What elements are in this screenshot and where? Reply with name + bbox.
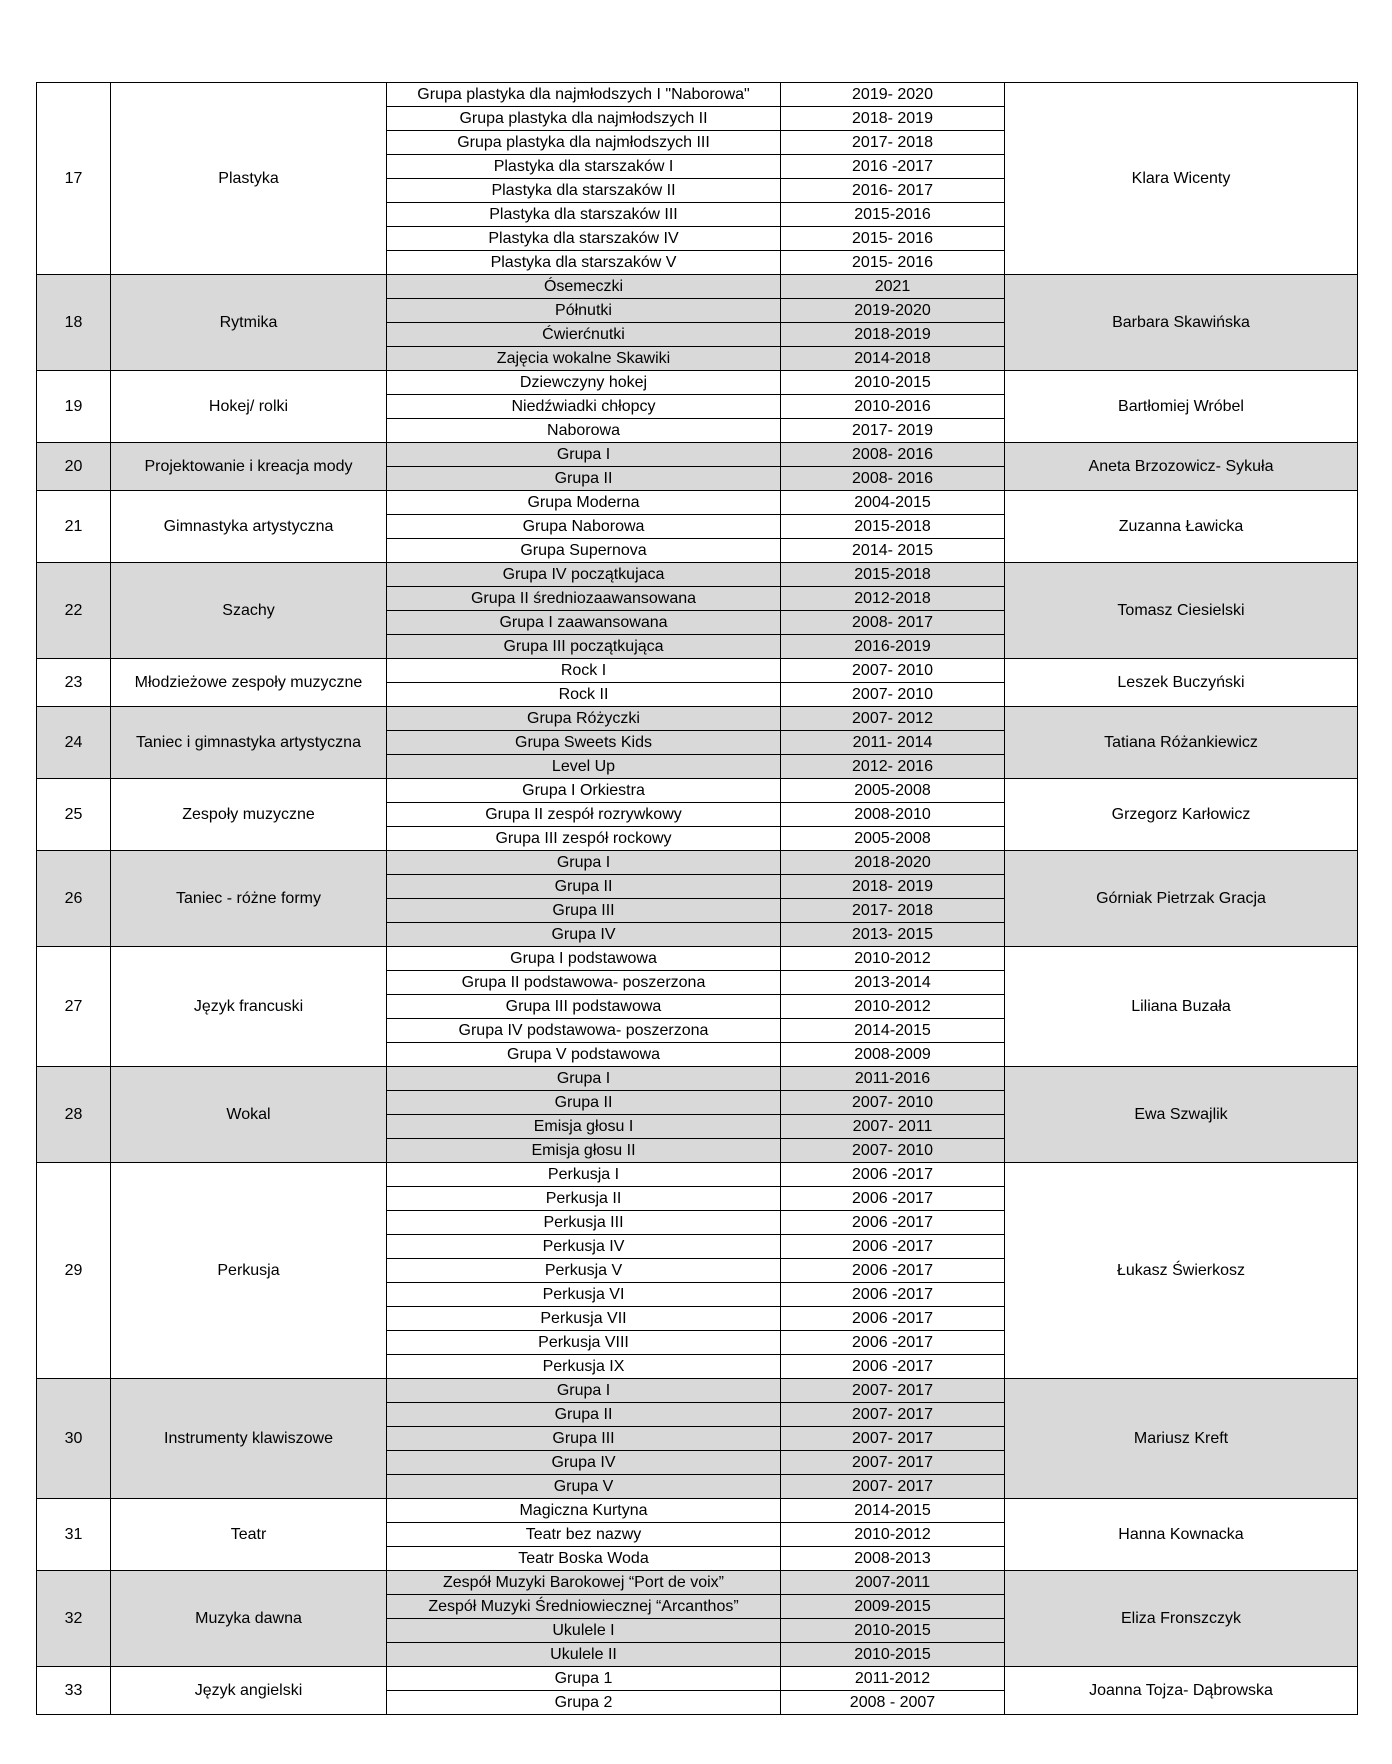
group-years-cell: 2015-2018 [781,515,1005,539]
group-name-cell: Grupa V [387,1475,781,1499]
group-years-cell: 2013-2014 [781,971,1005,995]
group-years-cell: 2014- 2015 [781,539,1005,563]
group-name-cell: Perkusja VII [387,1307,781,1331]
table-row [37,707,1358,731]
row-number-cell: 19 [37,371,111,443]
group-years-cell: 2008- 2016 [781,443,1005,467]
group-name-cell: Perkusja VIII [387,1331,781,1355]
group-years-cell: 2007- 2012 [781,707,1005,731]
subject-cell: Gimnastyka artystyczna [111,491,387,563]
group-years-cell: 2011- 2014 [781,731,1005,755]
row-number-cell: 24 [37,707,111,779]
group-years-cell: 2006 -2017 [781,1187,1005,1211]
group-name-cell: Level Up [387,755,781,779]
group-years-cell: 2021 [781,275,1005,299]
group-years-cell: 2010-2012 [781,995,1005,1019]
group-name-cell: Perkusja I [387,1163,781,1187]
group-name-cell: Grupa I [387,851,781,875]
group-name-cell: Grupa I zaawansowana [387,611,781,635]
table-row [37,659,1358,683]
subject-cell: Język francuski [111,947,387,1067]
table-row [37,443,1358,467]
group-name-cell: Perkusja V [387,1259,781,1283]
group-years-cell: 2019- 2020 [781,83,1005,107]
group-years-cell: 2015-2018 [781,563,1005,587]
row-number-cell: 31 [37,1499,111,1571]
teacher-cell: Klara Wicenty [1005,83,1358,275]
group-years-cell: 2011-2012 [781,1667,1005,1691]
group-years-cell: 2016- 2017 [781,179,1005,203]
table-row [37,371,1358,395]
group-name-cell: Plastyka dla starszaków III [387,203,781,227]
group-years-cell: 2017- 2018 [781,899,1005,923]
subject-cell: Rytmika [111,275,387,371]
subject-cell: Młodzieżowe zespoły muzyczne [111,659,387,707]
group-name-cell: Grupa I podstawowa [387,947,781,971]
row-number-cell: 18 [37,275,111,371]
table-row [37,275,1358,299]
group-name-cell: Grupa III [387,1427,781,1451]
group-name-cell: Plastyka dla starszaków V [387,251,781,275]
group-name-cell: Grupa I [387,1379,781,1403]
group-name-cell: Ósemeczki [387,275,781,299]
group-name-cell: Zajęcia wokalne Skawiki [387,347,781,371]
group-name-cell: Rock I [387,659,781,683]
teacher-cell: Liliana Buzała [1005,947,1358,1067]
group-years-cell: 2017- 2019 [781,419,1005,443]
group-years-cell: 2010-2015 [781,371,1005,395]
row-number-cell: 28 [37,1067,111,1163]
subject-cell: Instrumenty klawiszowe [111,1379,387,1499]
group-name-cell: Grupa II podstawowa- poszerzona [387,971,781,995]
group-years-cell: 2014-2018 [781,347,1005,371]
subject-cell: Język angielski [111,1667,387,1715]
group-years-cell: 2018-2020 [781,851,1005,875]
group-name-cell: Grupa II [387,1403,781,1427]
group-years-cell: 2006 -2017 [781,1259,1005,1283]
group-name-cell: Teatr bez nazwy [387,1523,781,1547]
group-years-cell: 2006 -2017 [781,1307,1005,1331]
table-row [37,491,1358,515]
group-years-cell: 2010-2015 [781,1619,1005,1643]
group-name-cell: Perkusja IX [387,1355,781,1379]
group-name-cell: Grupa Różyczki [387,707,781,731]
group-name-cell: Emisja głosu II [387,1139,781,1163]
group-years-cell: 2012- 2016 [781,755,1005,779]
teacher-cell: Leszek Buczyński [1005,659,1358,707]
group-name-cell: Grupa IV [387,1451,781,1475]
group-years-cell: 2007- 2010 [781,1139,1005,1163]
group-years-cell: 2007- 2017 [781,1427,1005,1451]
group-years-cell: 2018- 2019 [781,107,1005,131]
group-name-cell: Ćwierćnutki [387,323,781,347]
subject-cell: Muzyka dawna [111,1571,387,1667]
group-years-cell: 2016-2019 [781,635,1005,659]
row-number-cell: 23 [37,659,111,707]
group-name-cell: Grupa Sweets Kids [387,731,781,755]
group-years-cell: 2007-2011 [781,1571,1005,1595]
row-number-cell: 29 [37,1163,111,1379]
teacher-cell: Tatiana Różankiewicz [1005,707,1358,779]
group-name-cell: Grupa II [387,467,781,491]
group-years-cell: 2004-2015 [781,491,1005,515]
group-years-cell: 2015-2016 [781,203,1005,227]
teacher-cell: Mariusz Kreft [1005,1379,1358,1499]
group-years-cell: 2008-2010 [781,803,1005,827]
group-name-cell: Teatr Boska Woda [387,1547,781,1571]
group-years-cell: 2008 - 2007 [781,1691,1005,1715]
teacher-cell: Aneta Brzozowicz- Sykuła [1005,443,1358,491]
group-name-cell: Półnutki [387,299,781,323]
row-number-cell: 21 [37,491,111,563]
group-years-cell: 2006 -2017 [781,1211,1005,1235]
group-years-cell: 2007- 2017 [781,1475,1005,1499]
group-years-cell: 2011-2016 [781,1067,1005,1091]
row-number-cell: 27 [37,947,111,1067]
subject-cell: Taniec - różne formy [111,851,387,947]
group-years-cell: 2005-2008 [781,827,1005,851]
group-name-cell: Grupa plastyka dla najmłodszych II [387,107,781,131]
teacher-cell: Joanna Tojza- Dąbrowska [1005,1667,1358,1715]
group-years-cell: 2010-2016 [781,395,1005,419]
group-years-cell: 2009-2015 [781,1595,1005,1619]
group-name-cell: Zespół Muzyki Średniowiecznej “Arcanthos” [387,1595,781,1619]
row-number-cell: 20 [37,443,111,491]
row-number-cell: 26 [37,851,111,947]
teacher-cell: Grzegorz Karłowicz [1005,779,1358,851]
teacher-cell: Bartłomiej Wróbel [1005,371,1358,443]
group-years-cell: 2006 -2017 [781,1331,1005,1355]
group-name-cell: Grupa II zespół rozrywkowy [387,803,781,827]
group-years-cell: 2005-2008 [781,779,1005,803]
group-name-cell: Grupa Moderna [387,491,781,515]
group-name-cell: Plastyka dla starszaków I [387,155,781,179]
table-row [37,1163,1358,1187]
group-years-cell: 2007- 2010 [781,659,1005,683]
group-years-cell: 2014-2015 [781,1499,1005,1523]
group-years-cell: 2007- 2017 [781,1451,1005,1475]
group-years-cell: 2008- 2016 [781,467,1005,491]
subject-cell: Taniec i gimnastyka artystyczna [111,707,387,779]
subject-cell: Plastyka [111,83,387,275]
group-years-cell: 2006 -2017 [781,1283,1005,1307]
group-name-cell: Grupa IV podstawowa- poszerzona [387,1019,781,1043]
group-years-cell: 2007- 2017 [781,1403,1005,1427]
group-name-cell: Grupa I Orkiestra [387,779,781,803]
row-number-cell: 32 [37,1571,111,1667]
group-years-cell: 2007- 2010 [781,683,1005,707]
classes-table [36,82,1358,1715]
group-name-cell: Perkusja II [387,1187,781,1211]
table-row [37,779,1358,803]
group-years-cell: 2006 -2017 [781,1235,1005,1259]
group-years-cell: 2019-2020 [781,299,1005,323]
group-name-cell: Perkusja III [387,1211,781,1235]
teacher-cell: Barbara Skawińska [1005,275,1358,371]
group-name-cell: Niedźwiadki chłopcy [387,395,781,419]
group-name-cell: Grupa IV początkujaca [387,563,781,587]
group-name-cell: Grupa III zespół rockowy [387,827,781,851]
group-years-cell: 2010-2015 [781,1643,1005,1667]
group-name-cell: Grupa III podstawowa [387,995,781,1019]
group-name-cell: Perkusja IV [387,1235,781,1259]
row-number-cell: 30 [37,1379,111,1499]
group-years-cell: 2016 -2017 [781,155,1005,179]
group-name-cell: Grupa II [387,875,781,899]
subject-cell: Perkusja [111,1163,387,1379]
row-number-cell: 33 [37,1667,111,1715]
subject-cell: Wokal [111,1067,387,1163]
group-years-cell: 2014-2015 [781,1019,1005,1043]
group-name-cell: Grupa II średniozaawansowana [387,587,781,611]
table-body [37,83,1358,1715]
group-years-cell: 2015- 2016 [781,227,1005,251]
group-name-cell: Perkusja VI [387,1283,781,1307]
group-years-cell: 2008-2009 [781,1043,1005,1067]
group-years-cell: 2010-2012 [781,947,1005,971]
group-name-cell: Magiczna Kurtyna [387,1499,781,1523]
group-years-cell: 2018-2019 [781,323,1005,347]
group-name-cell: Plastyka dla starszaków II [387,179,781,203]
row-number-cell: 22 [37,563,111,659]
group-years-cell: 2007- 2011 [781,1115,1005,1139]
group-name-cell: Rock II [387,683,781,707]
group-name-cell: Grupa 2 [387,1691,781,1715]
group-name-cell: Grupa 1 [387,1667,781,1691]
group-years-cell: 2017- 2018 [781,131,1005,155]
subject-cell: Projektowanie i kreacja mody [111,443,387,491]
group-years-cell: 2008-2013 [781,1547,1005,1571]
group-name-cell: Naborowa [387,419,781,443]
subject-cell: Zespoły muzyczne [111,779,387,851]
group-years-cell: 2012-2018 [781,587,1005,611]
group-years-cell: 2015- 2016 [781,251,1005,275]
group-name-cell: Grupa Naborowa [387,515,781,539]
group-name-cell: Grupa III początkująca [387,635,781,659]
group-name-cell: Grupa I [387,443,781,467]
group-name-cell: Plastyka dla starszaków IV [387,227,781,251]
table-row [37,1379,1358,1403]
table-row [37,563,1358,587]
group-name-cell: Grupa I [387,1067,781,1091]
table-row [37,1571,1358,1595]
table-row [37,1067,1358,1091]
teacher-cell: Tomasz Ciesielski [1005,563,1358,659]
teacher-cell: Hanna Kownacka [1005,1499,1358,1571]
teacher-cell: Eliza Fronszczyk [1005,1571,1358,1667]
group-years-cell: 2006 -2017 [781,1355,1005,1379]
group-years-cell: 2013- 2015 [781,923,1005,947]
subject-cell: Teatr [111,1499,387,1571]
group-name-cell: Grupa plastyka dla najmłodszych I "Naborowa" [387,83,781,107]
group-years-cell: 2010-2012 [781,1523,1005,1547]
group-years-cell: 2007- 2017 [781,1379,1005,1403]
group-name-cell: Grupa plastyka dla najmłodszych III [387,131,781,155]
row-number-cell: 17 [37,83,111,275]
group-name-cell: Grupa III [387,899,781,923]
table-row [37,1499,1358,1523]
group-name-cell: Emisja głosu I [387,1115,781,1139]
group-name-cell: Grupa II [387,1091,781,1115]
table-row [37,83,1358,107]
row-number-cell: 25 [37,779,111,851]
group-name-cell: Grupa Supernova [387,539,781,563]
teacher-cell: Górniak Pietrzak Gracja [1005,851,1358,947]
group-years-cell: 2007- 2010 [781,1091,1005,1115]
table-row [37,1667,1358,1691]
teacher-cell: Łukasz Świerkosz [1005,1163,1358,1379]
group-years-cell: 2006 -2017 [781,1163,1005,1187]
group-years-cell: 2008- 2017 [781,611,1005,635]
group-name-cell: Zespół Muzyki Barokowej “Port de voix” [387,1571,781,1595]
teacher-cell: Zuzanna Ławicka [1005,491,1358,563]
group-name-cell: Ukulele I [387,1619,781,1643]
subject-cell: Hokej/ rolki [111,371,387,443]
teacher-cell: Ewa Szwajlik [1005,1067,1358,1163]
group-name-cell: Ukulele II [387,1643,781,1667]
group-name-cell: Dziewczyny hokej [387,371,781,395]
group-name-cell: Grupa V podstawowa [387,1043,781,1067]
group-years-cell: 2018- 2019 [781,875,1005,899]
table-row [37,851,1358,875]
subject-cell: Szachy [111,563,387,659]
table-row [37,947,1358,971]
group-name-cell: Grupa IV [387,923,781,947]
